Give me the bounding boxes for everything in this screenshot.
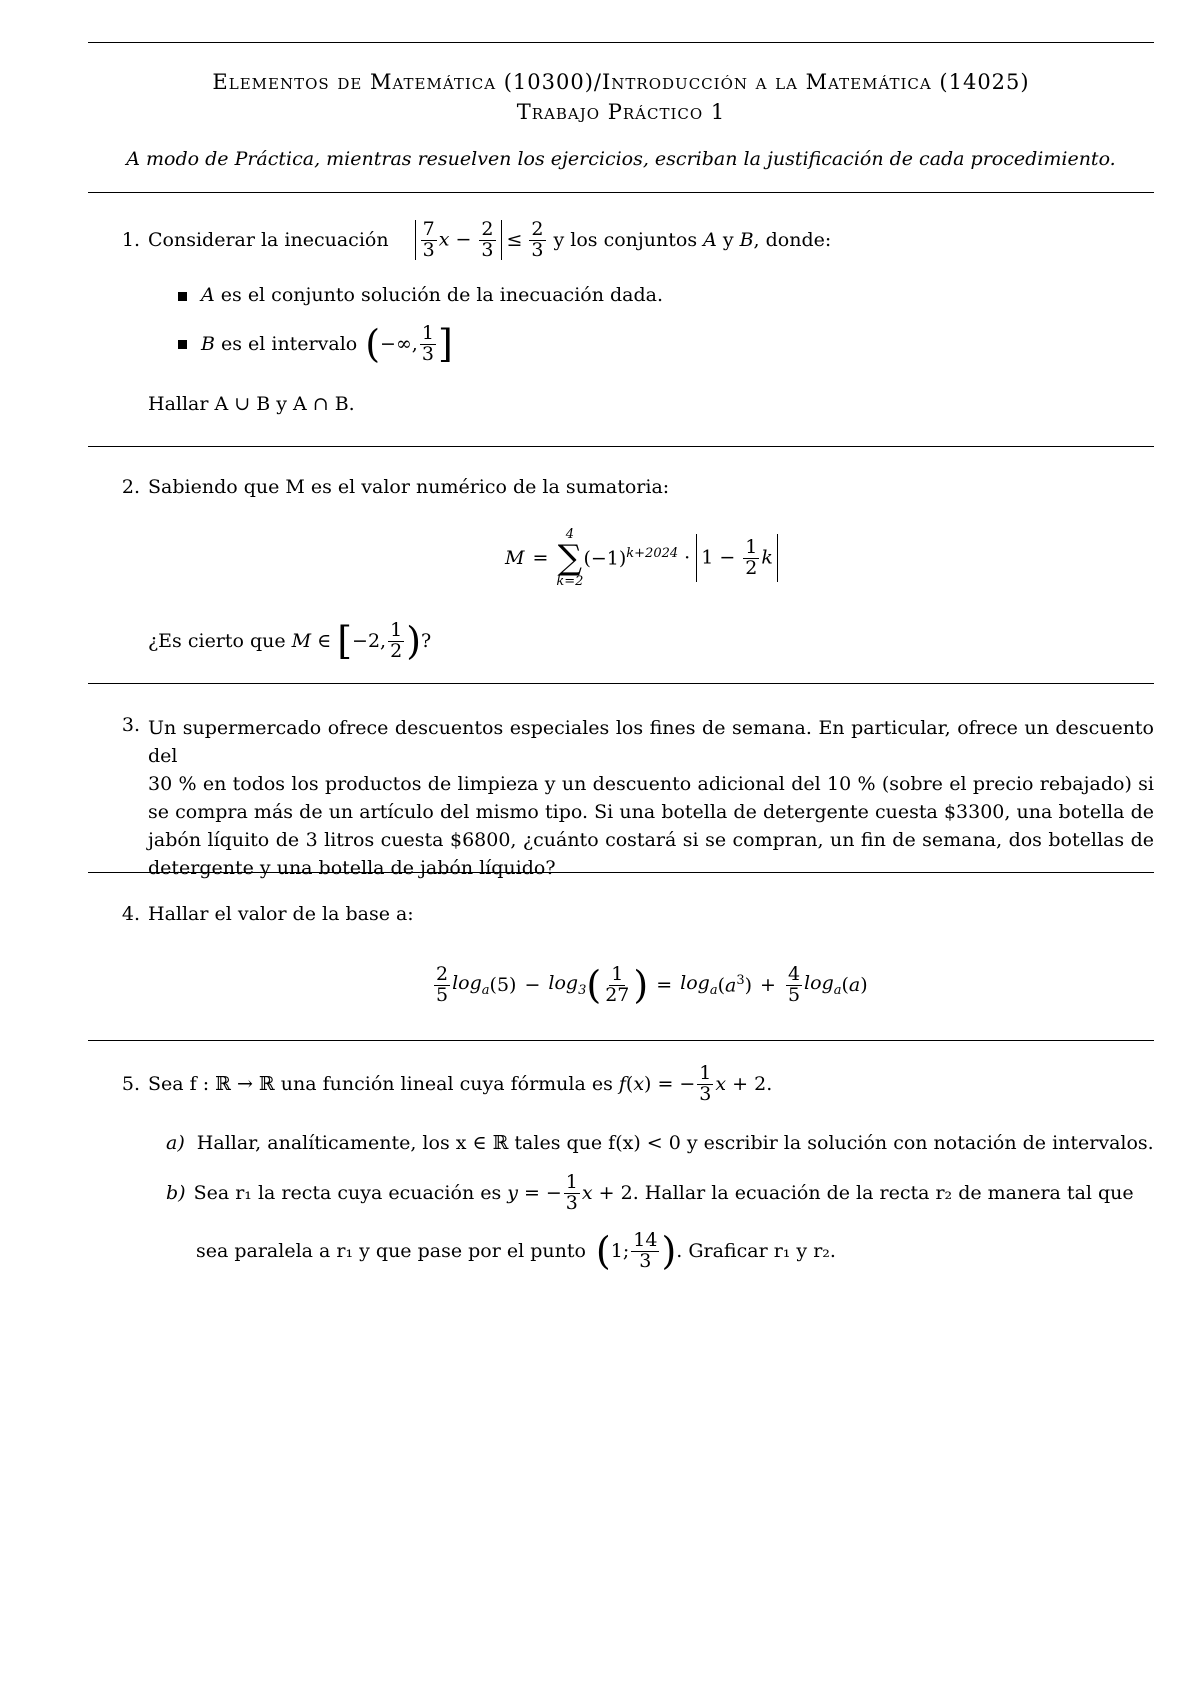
ex1-text-b: y los conjuntos xyxy=(553,229,698,251)
ex1-number: 1. xyxy=(121,229,140,251)
ex5-part-a xyxy=(166,1132,1154,1154)
ex2-text: Sabiendo que M es el valor numérico de la sumatoria: xyxy=(148,476,670,498)
ex3-paragraph xyxy=(148,714,1154,882)
ex2-question: ¿Es cierto que M ∈ [ −2, $\frac{1}{2}$ ) ? xyxy=(148,618,432,663)
ex3-line: Un supermercado ofrece descuentos especiales los fines de semana. En particular, ofrece un descuento del xyxy=(148,717,1154,767)
page-subtitle: Trabajo Práctico 1 xyxy=(516,100,726,124)
bullet-icon xyxy=(178,292,187,301)
ex1-statement: Considerar la inecuación $\frac{7}{3}$ x − $\frac{2}{3}$ ≤ $\frac{2}{3}$ y los conjuntos A y B , donde: xyxy=(148,217,832,261)
ex3-line: detergente y una botella de jabón líquido? xyxy=(148,857,556,879)
ex5-statement: Sea f : ℝ → ℝ una función lineal cuya fórmula es f (x) = − $\frac{1}{3}$ x + 2. xyxy=(148,1061,773,1105)
ex1-rule xyxy=(88,446,1154,447)
ex3-line: jabón líquito de 3 litros cuesta $6800, ¿cuánto costará si se compran, un fin de semana, dos botellas de xyxy=(148,829,1154,851)
ex2-number: 2. xyxy=(121,476,140,498)
ex3-number: 3. xyxy=(121,714,140,736)
ex4-text: Hallar el valor de la base a: xyxy=(148,903,414,925)
page-title: Elementos de Matemática (10300)/Introducción a la Matemática (14025) xyxy=(212,70,1030,94)
ex1-bullet-2: B es el intervalo ( −∞, $\frac{1}{3}$ ] xyxy=(178,318,453,370)
ex4-rule xyxy=(88,1040,1154,1041)
ex3-line: 30 % en todos los productos de limpieza y un descuento adicional del 10 % (sobre el precio rebajado) si xyxy=(148,773,1154,795)
ex4-formula: $\frac{2}{5}$ $\log_a$ (5) − $\log_3$ ( $\frac{1}{27}$ ) = $\log_a$ $(a^3)$ + $\frac{4}{5}$ $\log_a$ (a) xyxy=(436,962,868,1007)
header-rule xyxy=(88,192,1154,193)
ex1-hallar: Hallar A ∪ B y A ∩ B. xyxy=(148,393,355,415)
ex5-part-b-line2: sea paralela a r₁ y que pase por el punto ( 1; $\frac{14}{3}$ ) . Graficar r₁ y r₂. xyxy=(196,1228,836,1273)
ex1-bullet-1: A es el conjunto solución de la inecuación dada. xyxy=(178,284,663,306)
ex3-line: se compra más de un artículo del mismo tipo. Si una botella de detergente cuesta $3300, una botella de xyxy=(148,801,1154,823)
ex3-rule xyxy=(88,872,1154,873)
ex5-number: 5. xyxy=(121,1073,140,1095)
ex1-text-a: Considerar la inecuación xyxy=(148,229,389,251)
intro-text: A modo de Práctica, mientras resuelven los ejercicios, escriban la justificación de cada procedimiento. xyxy=(126,148,1116,170)
ex5-part-b-line1: b) Sea r₁ la recta cuya ecuación es y = − $\frac{1}{3}$ x + 2 . Hallar la ecuación de la recta r₂ de manera tal que xyxy=(166,1170,1134,1214)
top-rule xyxy=(88,42,1154,43)
ex4-number: 4. xyxy=(121,903,140,925)
ex2-rule xyxy=(88,683,1154,684)
ex5-a-text: Hallar, analíticamente, los x ∈ ℝ tales que f(x) < 0 y escribir la solución con notación de intervalos. xyxy=(196,1132,1154,1154)
ex1-abs-expression: $\frac{7}{3}$ x − $\frac{2}{3}$ xyxy=(415,220,502,261)
ex2-formula: M = 4 ∑ k=2 $(-1)^{k+2024}$ · 1 − $\frac{1}{2}$ k xyxy=(505,518,778,598)
bullet-icon xyxy=(178,340,187,349)
ex1-text-c: , donde: xyxy=(753,229,832,251)
ex5-a-label: a) xyxy=(166,1132,185,1154)
